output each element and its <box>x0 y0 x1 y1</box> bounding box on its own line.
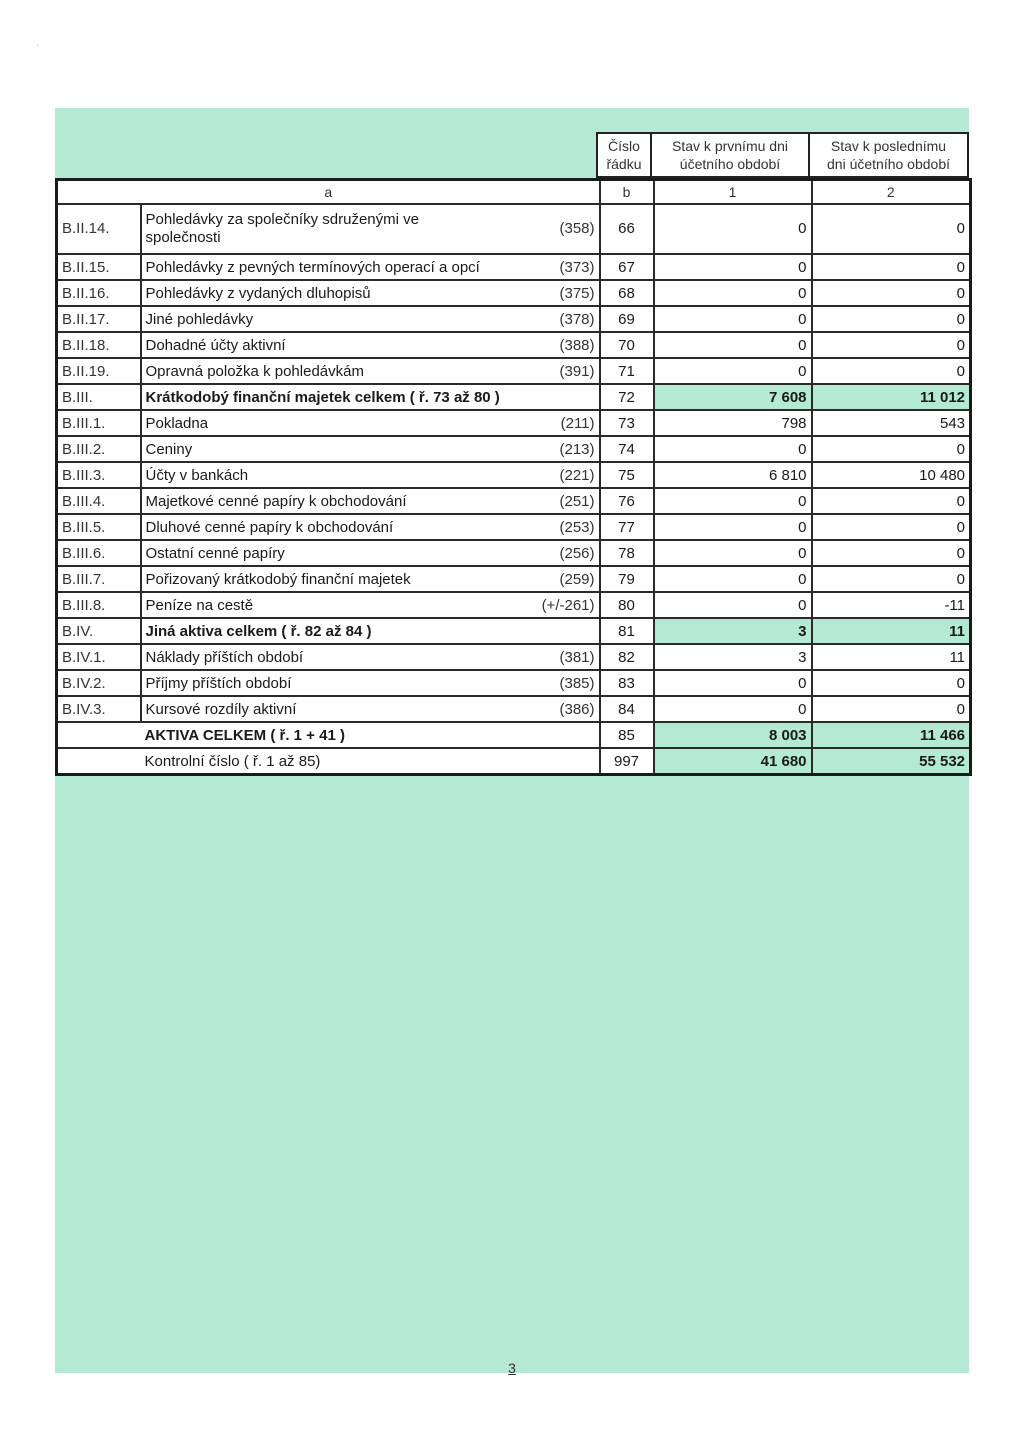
row-number: 78 <box>600 540 654 566</box>
column-letter-row <box>57 180 971 205</box>
row-name: Majetkové cenné papíry k obchodování <box>141 488 501 514</box>
table-row <box>57 618 971 644</box>
column-title-last-day-text: Stav k poslednímu dni účetního období <box>827 138 950 172</box>
row-value-last-day: 0 <box>812 358 971 384</box>
row-name: Dluhové cenné papíry k obchodování <box>141 514 501 540</box>
row-code: B.IV.1. <box>57 644 141 670</box>
row-value-first-day: 3 <box>654 618 812 644</box>
row-value-last-day: 543 <box>812 410 971 436</box>
row-value-last-day: 11 466 <box>812 722 971 748</box>
column-title-first-day-text: Stav k prvnímu dni účetního období <box>672 138 788 172</box>
row-number: 76 <box>600 488 654 514</box>
row-value-last-day: 0 <box>812 514 971 540</box>
row-number: 70 <box>600 332 654 358</box>
row-name: Ostatní cenné papíry <box>141 540 501 566</box>
row-value-first-day: 798 <box>654 410 812 436</box>
row-number: 68 <box>600 280 654 306</box>
row-code: B.III.5. <box>57 514 141 540</box>
row-code: B.II.17. <box>57 306 141 332</box>
table-row <box>57 488 971 514</box>
table-row <box>57 644 971 670</box>
row-code: B.III.7. <box>57 566 141 592</box>
row-number: 75 <box>600 462 654 488</box>
row-name: Krátkodobý finanční majetek celkem ( ř. 73 až 80 ) <box>141 384 501 410</box>
row-value-last-day: 11 012 <box>812 384 971 410</box>
row-code: B.IV.2. <box>57 670 141 696</box>
row-code: B.II.14. <box>57 204 141 254</box>
table-row <box>57 384 971 410</box>
row-value-first-day: 0 <box>654 488 812 514</box>
row-number: 71 <box>600 358 654 384</box>
row-value-first-day: 0 <box>654 358 812 384</box>
row-name: Pohledávky z pevných termínových operací a opcí <box>141 254 501 280</box>
row-code <box>57 722 141 748</box>
table-row <box>57 280 971 306</box>
row-value-first-day: 0 <box>654 696 812 722</box>
row-value-last-day: 11 <box>812 618 971 644</box>
table-row <box>57 204 971 254</box>
row-value-last-day: 0 <box>812 204 971 254</box>
row-code: B.III.6. <box>57 540 141 566</box>
row-number: 67 <box>600 254 654 280</box>
column-title-first-day <box>650 132 810 178</box>
row-code: B.II.16. <box>57 280 141 306</box>
row-value-first-day: 41 680 <box>654 748 812 775</box>
column-label-2: 2 <box>812 180 971 205</box>
row-value-first-day: 3 <box>654 644 812 670</box>
row-value-last-day: 0 <box>812 306 971 332</box>
row-name: Peníze na cestě <box>141 592 501 618</box>
row-value-first-day: 0 <box>654 332 812 358</box>
row-code: B.III.4. <box>57 488 141 514</box>
row-value-first-day: 0 <box>654 254 812 280</box>
row-name: Jiné pohledávky <box>141 306 501 332</box>
row-account: (391) <box>501 358 600 384</box>
row-value-last-day: -11 <box>812 592 971 618</box>
row-number: 81 <box>600 618 654 644</box>
row-number: 80 <box>600 592 654 618</box>
row-number: 85 <box>600 722 654 748</box>
row-code <box>57 748 141 775</box>
row-name: Náklady příštích období <box>141 644 501 670</box>
row-number: 66 <box>600 204 654 254</box>
row-account: (386) <box>501 696 600 722</box>
row-name: Pohledávky za společníky sdruženými ve společnosti <box>141 204 501 254</box>
row-value-last-day: 0 <box>812 436 971 462</box>
column-title-last-day <box>808 132 969 178</box>
table-row <box>57 722 971 748</box>
row-value-last-day: 0 <box>812 696 971 722</box>
table-row <box>57 410 971 436</box>
row-name: Kontrolní číslo ( ř. 1 až 85) <box>141 748 501 775</box>
table-row <box>57 696 971 722</box>
row-code: B.II.15. <box>57 254 141 280</box>
table-row <box>57 670 971 696</box>
table-row <box>57 358 971 384</box>
row-number: 84 <box>600 696 654 722</box>
column-label-b: b <box>600 180 654 205</box>
row-value-first-day: 0 <box>654 306 812 332</box>
row-account <box>501 618 600 644</box>
column-title-row-number <box>596 132 652 178</box>
row-code: B.III.2. <box>57 436 141 462</box>
row-name: Účty v bankách <box>141 462 501 488</box>
row-code: B.III.1. <box>57 410 141 436</box>
table-row <box>57 436 971 462</box>
row-value-first-day: 0 <box>654 540 812 566</box>
row-account: (213) <box>501 436 600 462</box>
row-number: 997 <box>600 748 654 775</box>
row-value-last-day: 0 <box>812 332 971 358</box>
row-name: Ceniny <box>141 436 501 462</box>
row-name: Dohadné účty aktivní <box>141 332 501 358</box>
row-account: (378) <box>501 306 600 332</box>
row-value-first-day: 0 <box>654 436 812 462</box>
table-row <box>57 748 971 775</box>
row-number: 79 <box>600 566 654 592</box>
row-number: 82 <box>600 644 654 670</box>
table-row <box>57 592 971 618</box>
row-name: Opravná položka k pohledávkám <box>141 358 501 384</box>
table-row <box>57 514 971 540</box>
row-account <box>501 748 600 775</box>
row-number: 74 <box>600 436 654 462</box>
row-value-first-day: 8 003 <box>654 722 812 748</box>
row-value-first-day: 0 <box>654 592 812 618</box>
row-account <box>501 722 600 748</box>
row-number: 73 <box>600 410 654 436</box>
row-name: Kursové rozdíly aktivní <box>141 696 501 722</box>
row-value-first-day: 0 <box>654 566 812 592</box>
row-name: Pohledávky z vydaných dluhopisů <box>141 280 501 306</box>
row-account: (358) <box>501 204 600 254</box>
row-account <box>501 384 600 410</box>
row-number: 83 <box>600 670 654 696</box>
row-code: B.III. <box>57 384 141 410</box>
row-account: (211) <box>501 410 600 436</box>
row-value-first-day: 0 <box>654 204 812 254</box>
row-value-last-day: 0 <box>812 280 971 306</box>
row-account: (375) <box>501 280 600 306</box>
row-account: (373) <box>501 254 600 280</box>
row-code: B.III.8. <box>57 592 141 618</box>
row-value-last-day: 10 480 <box>812 462 971 488</box>
row-value-first-day: 7 608 <box>654 384 812 410</box>
row-value-last-day: 0 <box>812 540 971 566</box>
table-row <box>57 254 971 280</box>
row-account: (256) <box>501 540 600 566</box>
row-account: (385) <box>501 670 600 696</box>
column-label-a: a <box>57 180 600 205</box>
table-row <box>57 566 971 592</box>
row-name: AKTIVA CELKEM ( ř. 1 + 41 ) <box>141 722 501 748</box>
table-row <box>57 462 971 488</box>
column-title-row-number-text: Číslo řádku <box>606 138 642 172</box>
row-name: Příjmy příštích období <box>141 670 501 696</box>
row-value-first-day: 0 <box>654 280 812 306</box>
row-number: 77 <box>600 514 654 540</box>
row-value-first-day: 0 <box>654 670 812 696</box>
row-name: Pořizovaný krátkodobý finanční majetek <box>141 566 501 592</box>
row-account: (381) <box>501 644 600 670</box>
row-name: Jiná aktiva celkem ( ř. 82 až 84 ) <box>141 618 501 644</box>
column-label-1: 1 <box>654 180 812 205</box>
row-account: (259) <box>501 566 600 592</box>
row-code: B.II.19. <box>57 358 141 384</box>
row-account: (+/-261) <box>501 592 600 618</box>
row-account: (251) <box>501 488 600 514</box>
row-account: (221) <box>501 462 600 488</box>
row-code: B.III.3. <box>57 462 141 488</box>
row-value-last-day: 0 <box>812 254 971 280</box>
row-value-last-day: 0 <box>812 566 971 592</box>
scan-specks: · <box>36 40 379 51</box>
row-number: 69 <box>600 306 654 332</box>
row-value-first-day: 6 810 <box>654 462 812 488</box>
row-code: B.II.18. <box>57 332 141 358</box>
table-row <box>57 306 971 332</box>
row-value-first-day: 0 <box>654 514 812 540</box>
table-row <box>57 332 971 358</box>
row-value-last-day: 0 <box>812 670 971 696</box>
row-account: (388) <box>501 332 600 358</box>
row-value-last-day: 11 <box>812 644 971 670</box>
row-code: B.IV. <box>57 618 141 644</box>
balance-sheet-table <box>55 178 972 776</box>
row-account: (253) <box>501 514 600 540</box>
row-code: B.IV.3. <box>57 696 141 722</box>
page-number: 3 <box>508 1360 516 1376</box>
row-number: 72 <box>600 384 654 410</box>
row-value-last-day: 0 <box>812 488 971 514</box>
row-value-last-day: 55 532 <box>812 748 971 775</box>
row-name: Pokladna <box>141 410 501 436</box>
table-row <box>57 540 971 566</box>
